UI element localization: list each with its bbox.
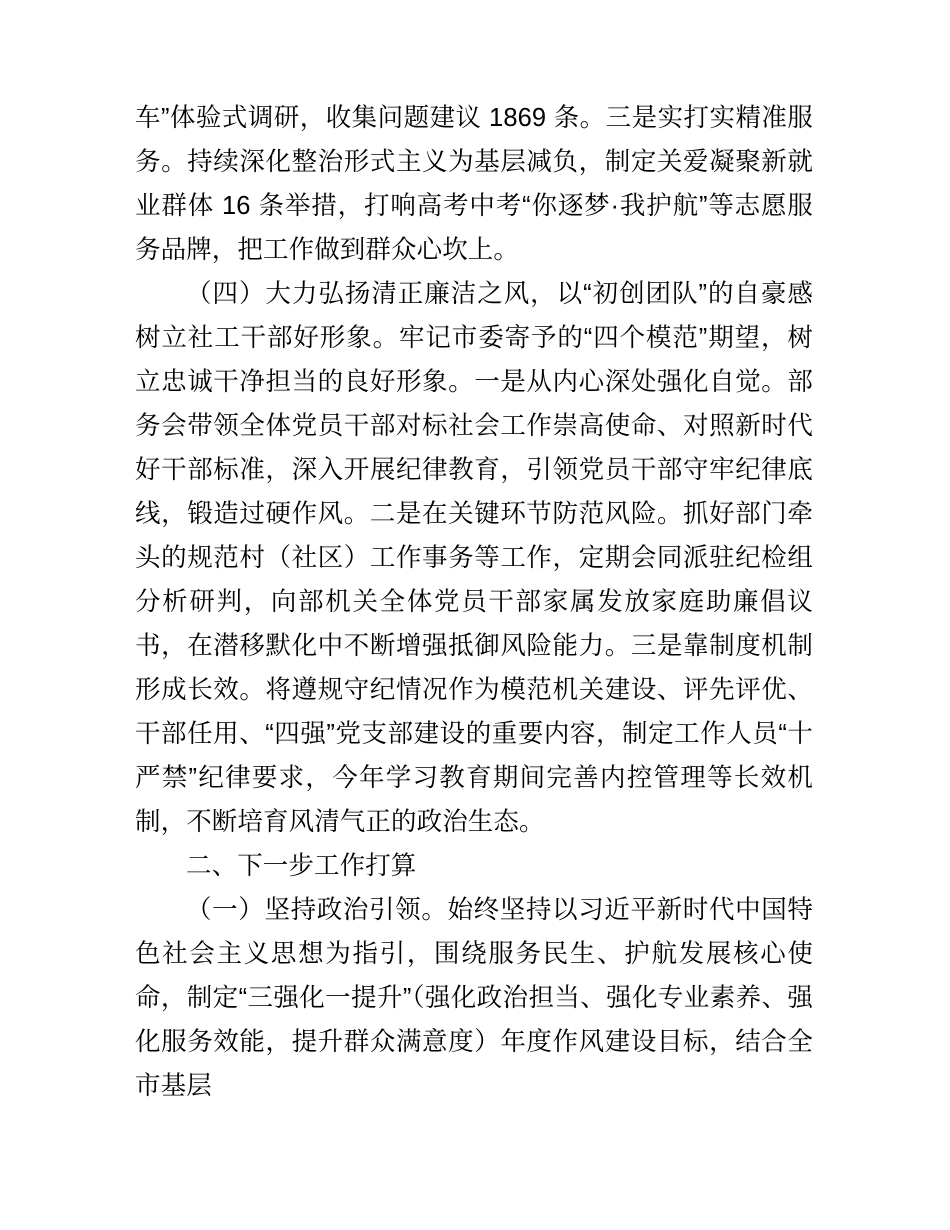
heading-section-two: 二、下一步工作打算 xyxy=(186,852,417,880)
paragraph-continued-service: 车”体验式调研，收集问题建议 1869 条。三是实打实精准服务。持续深化整治形式主义为基层减负，制定关爱凝聚新就业群体 16 条举措，打响高考中考“你逐梦·我护航”等志愿服务品牌，把工作做到群众心坎上。 xyxy=(135,104,813,264)
document-text-column xyxy=(135,96,813,1108)
paragraph-section-four: （四）大力弘扬清正廉洁之风，以“初创团队”的自豪感树立社工干部好形象。牢记市委寄予的“四个模范”期望，树立忠诚干净担当的良好形象。一是从内心深处强化自觉。部务会带领全体党员干部对标社会工作崇高使命、对照新时代好干部标准，深入开展纪律教育，引领党员干部守牢纪律底线，锻造过硬作风。二是在关键环节防范风险。抓好部门牵头的规范村（社区）工作事务等工作，定期会同派驻纪检组分析研判，向部机关全体党员干部家属发放家庭助廉倡议书，在潜移默化中不断增强抵御风险能力。三是靠制度机制形成长效。将遵规守纪情况作为模范机关建设、评先评优、干部任用、“四强”党支部建设的重要内容，制定工作人员“十严禁”纪律要求，今年学习教育期间完善内控管理等长效机制，不断培育风清气正的政治生态。 xyxy=(135,280,813,836)
paragraph-subsection-one: （一）坚持政治引领。始终坚持以习近平新时代中国特色社会主义思想为指引，围绕服务民生、护航发展核心使命，制定“三强化一提升”（强化政治担当、强化专业素养、强化服务效能，提升群众满意度）年度作风建设目标，结合全市基层 xyxy=(135,896,813,1100)
